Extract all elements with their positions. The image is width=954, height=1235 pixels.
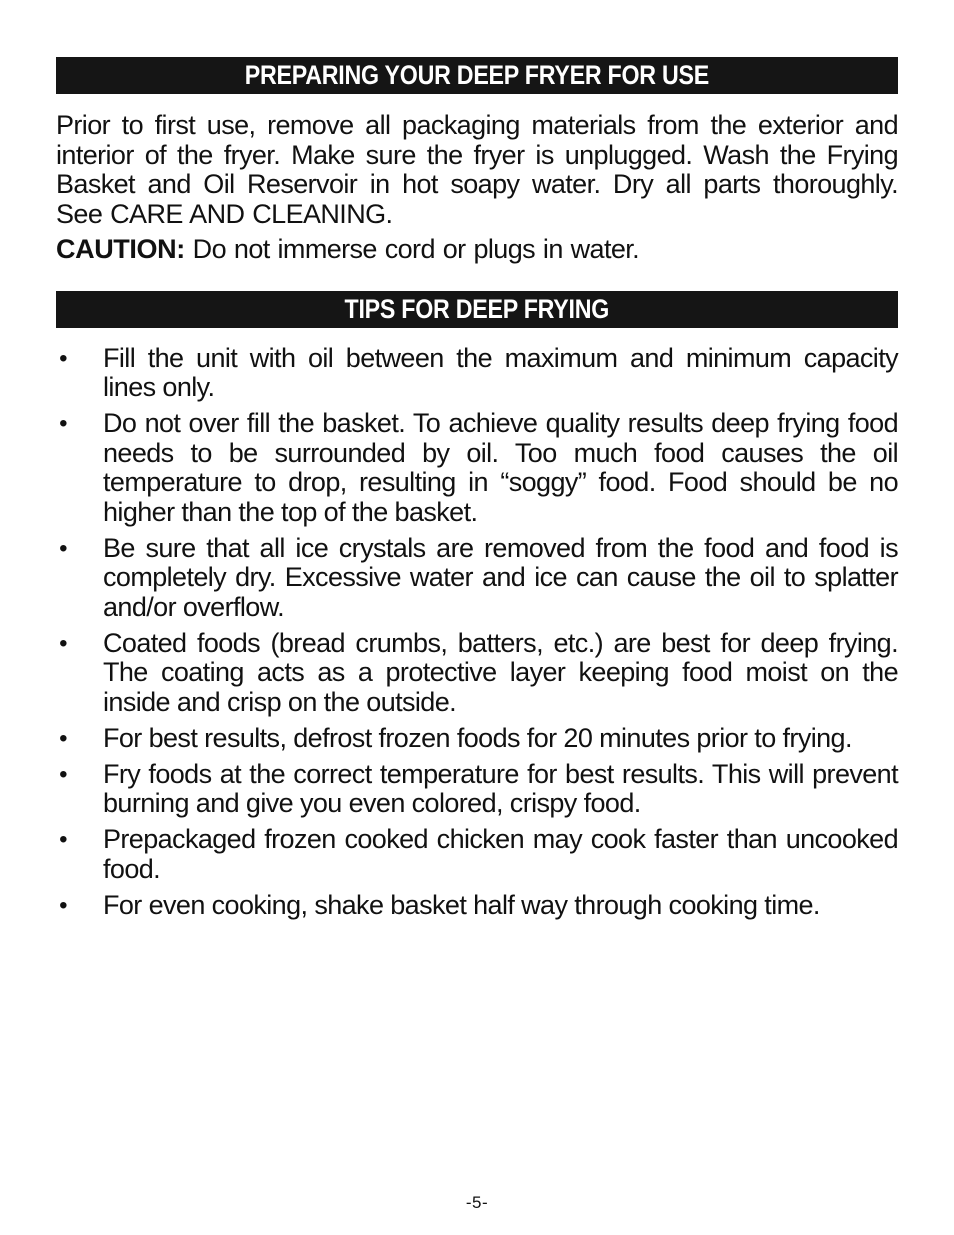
tip-text: Fill the unit with oil between the maximum and minimum capacity lines only. [103, 342, 898, 402]
list-item [56, 724, 898, 754]
bullet-icon: • [59, 344, 67, 372]
list-item [56, 760, 898, 819]
section-heading-preparing [56, 57, 898, 94]
bullet-icon: • [59, 410, 67, 437]
tip-text: Coated foods (bread crumbs, batters, etc.) are best for deep frying. The coating acts as a protective layer keeping food moist on the inside and crisp on the outside. [103, 627, 898, 717]
bullet-icon: • [59, 534, 67, 562]
caution-label: CAUTION: [56, 234, 185, 264]
list-item [56, 825, 898, 884]
section-heading-preparing-text: PREPARING YOUR DEEP FRYER FOR USE [244, 60, 710, 90]
section-heading-tips-text: TIPS FOR DEEP FRYING [344, 293, 610, 324]
list-item [56, 629, 898, 718]
bullet-icon: • [59, 891, 67, 919]
tip-text: Do not over fill the basket. To achieve quality results deep frying food needs to be surrounded by oil. Too much food causes the oil temperature to drop, resulting in “soggy” food. Food should be no higher than the top of the basket. [103, 408, 898, 527]
tip-text: Prepackaged frozen cooked chicken may cook faster than uncooked food. [103, 824, 898, 884]
list-item [56, 409, 898, 527]
list-item [56, 534, 898, 623]
tip-text: For even cooking, shake basket half way through cooking time. [103, 889, 820, 920]
tip-text: For best results, defrost frozen foods for 20 minutes prior to frying. [103, 722, 852, 753]
bullet-icon: • [59, 724, 67, 752]
bullet-icon: • [59, 629, 67, 657]
tip-text: Fry foods at the correct temperature for best results. This will prevent burning and give you even colored, crispy food. [103, 758, 898, 818]
section-heading-tips [56, 291, 898, 328]
list-item [56, 344, 898, 403]
document-page [56, 57, 898, 927]
caution-note [56, 235, 898, 265]
caution-text: Do not immerse cord or plugs in water. [184, 234, 640, 264]
page-number: -5- [465, 1193, 489, 1212]
list-item [56, 891, 898, 921]
tip-text: Be sure that all ice crystals are removed from the food and food is completely dry. Excessive water and ice can cause the oil to splatter and/or overflow. [103, 532, 898, 622]
bullet-icon: • [59, 826, 67, 853]
tips-list [56, 344, 898, 921]
intro-paragraph: Prior to first use, remove all packaging materials from the exterior and interior of the fryer. Make sure the fryer is unplugged. Wash the Frying Basket and Oil Reservoir in hot soapy water. Dry all parts thoroughly. See CARE AND CLEANING. [56, 110, 898, 229]
bullet-icon: • [59, 760, 67, 788]
